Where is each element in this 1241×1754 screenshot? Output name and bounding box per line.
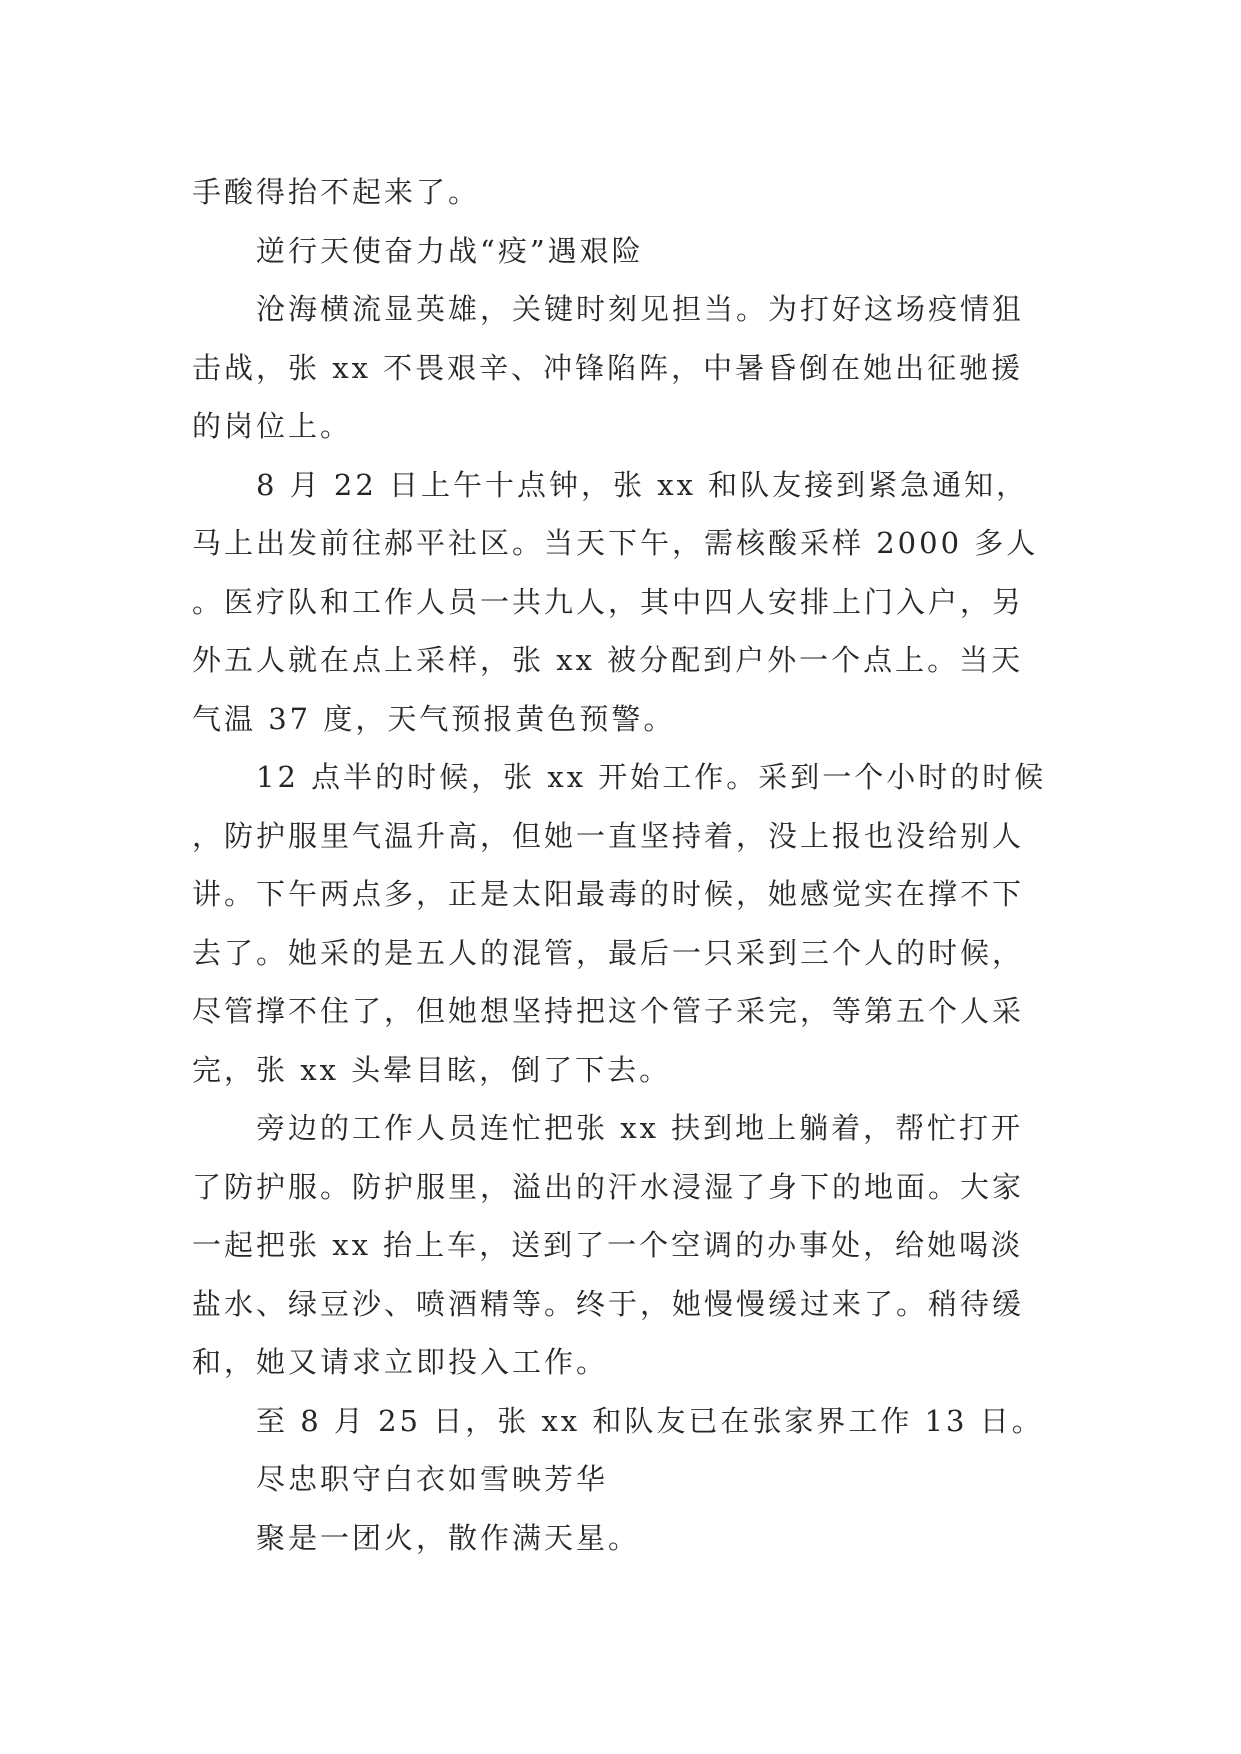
paragraph: 至 8 月 25 日，张 xx 和队友已在张家界工作 13 日。 bbox=[256, 1403, 1044, 1438]
section-heading: 尽忠职守白衣如雪映芳华 bbox=[256, 1462, 609, 1496]
paragraph: 手酸得抬不起来了。 bbox=[192, 175, 481, 209]
paragraph: 沧海横流显英雄，关键时刻见担当。为打好这场疫情狙击战，张 xx 不畏艰辛、冲锋陷阵，中暑昏倒在她出征驰援的岗位上。 bbox=[192, 292, 1025, 443]
document-body bbox=[192, 163, 1050, 1567]
paragraph: 8 月 22 日上午十点钟，张 xx 和队友接到紧急通知，马上出发前往郝平社区。当天下午，需核酸采样 2000 多人。医疗队和工作人员一共九人，其中四人安排上门入户，另外五人就在点上采样，张 xx 被分配到户外一个点上。当天气温 37 度，天气预报黄色预警。 bbox=[192, 467, 1039, 736]
section-heading: 逆行天使奋力战“疫”遇艰险 bbox=[256, 233, 644, 268]
paragraph: 聚是一团火，散作满天星。 bbox=[256, 1520, 641, 1555]
paragraph: 旁边的工作人员连忙把张 xx 扶到地上躺着，帮忙打开了防护服。防护服里，溢出的汗水浸湿了身下的地面。大家一起把张 xx 抬上车，送到了一个空调的办事处，给她喝淡盐水、绿豆沙、喷酒精等。终于，她慢慢缓过来了。稍待缓和，她又请求立即投入工作。 bbox=[192, 1111, 1025, 1379]
paragraph: 12 点半的时候，张 xx 开始工作。采到一个小时的时候，防护服里气温升高，但她一直坚持着，没上报也没给别人讲。下午两点多，正是太阳最毒的时候，她感觉实在撑不下去了。她采的是五人的混管，最后一只采到三个人的时候，尽管撑不住了，但她想坚持把这个管子采完，等第五个人采完，张 xx 头晕目眩，倒了下去。 bbox=[192, 760, 1047, 1087]
